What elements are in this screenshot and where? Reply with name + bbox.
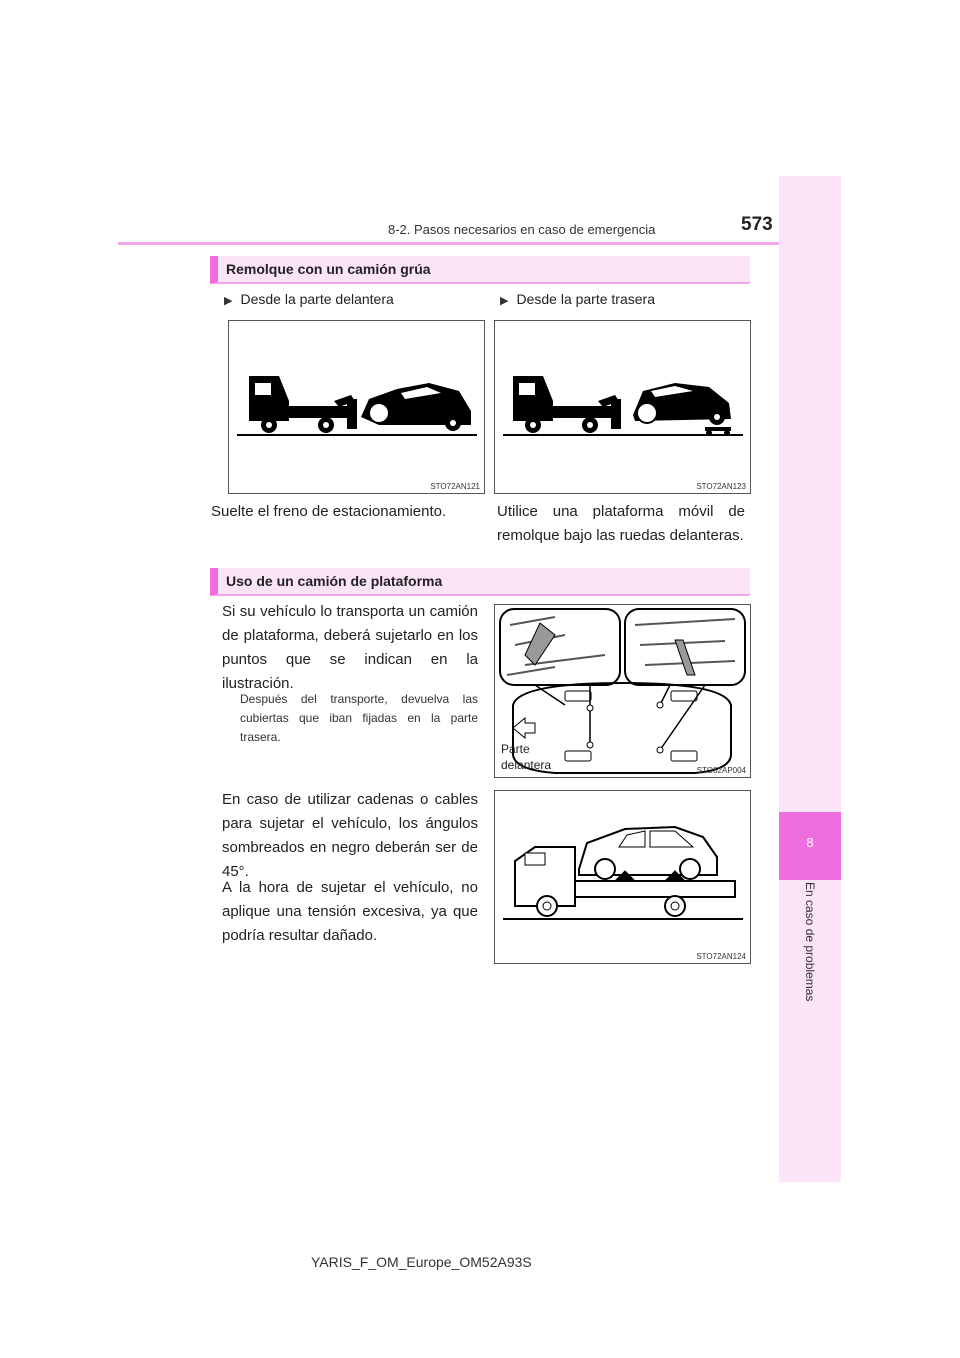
flatbed-truck-illustration (495, 791, 750, 963)
paragraph-tension-warning: A la hora de sujetar el vehículo, no aplique una tensión excesiva, ya que podría resultar dañado. (222, 879, 478, 944)
figure-code: STO72AN124 (696, 952, 746, 961)
chapter-number: 8 (806, 835, 814, 850)
figure-tow-from-rear (494, 320, 751, 494)
triangle-bullet-icon: ▶ (500, 295, 509, 307)
triangle-bullet-icon: ▶ (224, 295, 233, 307)
section-heading-flatbed (210, 568, 750, 596)
figure-code: STO82AP004 (696, 766, 746, 775)
header-divider (118, 242, 840, 245)
label-from-rear: ▶ Desde la parte trasera (500, 291, 655, 307)
section-heading-tow-truck (210, 256, 750, 284)
figure-flatbed-truck (494, 790, 751, 964)
figure-code: STO72AN121 (430, 482, 480, 491)
section-header: 8-2. Pasos necesarios en caso de emergencia (388, 222, 656, 237)
tow-truck-front-illustration (229, 321, 484, 493)
chapter-label-vertical (800, 882, 820, 1012)
chapter-side-tab (779, 176, 841, 1182)
tow-truck-rear-illustration (495, 321, 750, 493)
page-number: 573 (741, 214, 773, 235)
caption-release-brake: Suelte el freno de estacionamiento. (211, 503, 447, 520)
figure-code: STO72AN123 (696, 482, 746, 491)
paragraph-flatbed-tiedown: Si su vehículo lo transporta un camión de plataforma, deberá sujetarlo en los puntos que se indican en la ilustración. (222, 603, 478, 692)
figure-tiedown-points (494, 604, 751, 778)
caption-use-dolly: Utilice una plataforma móvil de remolque bajo las ruedas delanteras. (497, 503, 745, 544)
note-after-transport: Después del transporte, devuelva las cubiertas que iban fijadas en la parte trasera. (240, 692, 478, 744)
document-footer: YARIS_F_OM_Europe_OM52A93S (311, 1254, 532, 1270)
label-from-front: ▶ Desde la parte delantera (224, 291, 394, 307)
chapter-label: En caso de problemas (803, 882, 817, 1002)
paragraph-chain-angle: En caso de utilizar cadenas o cables para sujetar el vehículo, los ángulos sombreados en negro deberán ser de 45°. (222, 791, 478, 880)
section-heading-text: Uso de un camión de plataforma (226, 573, 443, 589)
front-direction-label: Parte delantera (501, 742, 552, 772)
section-heading-text: Remolque con un camión grúa (226, 261, 431, 277)
figure-tow-from-front (228, 320, 485, 494)
